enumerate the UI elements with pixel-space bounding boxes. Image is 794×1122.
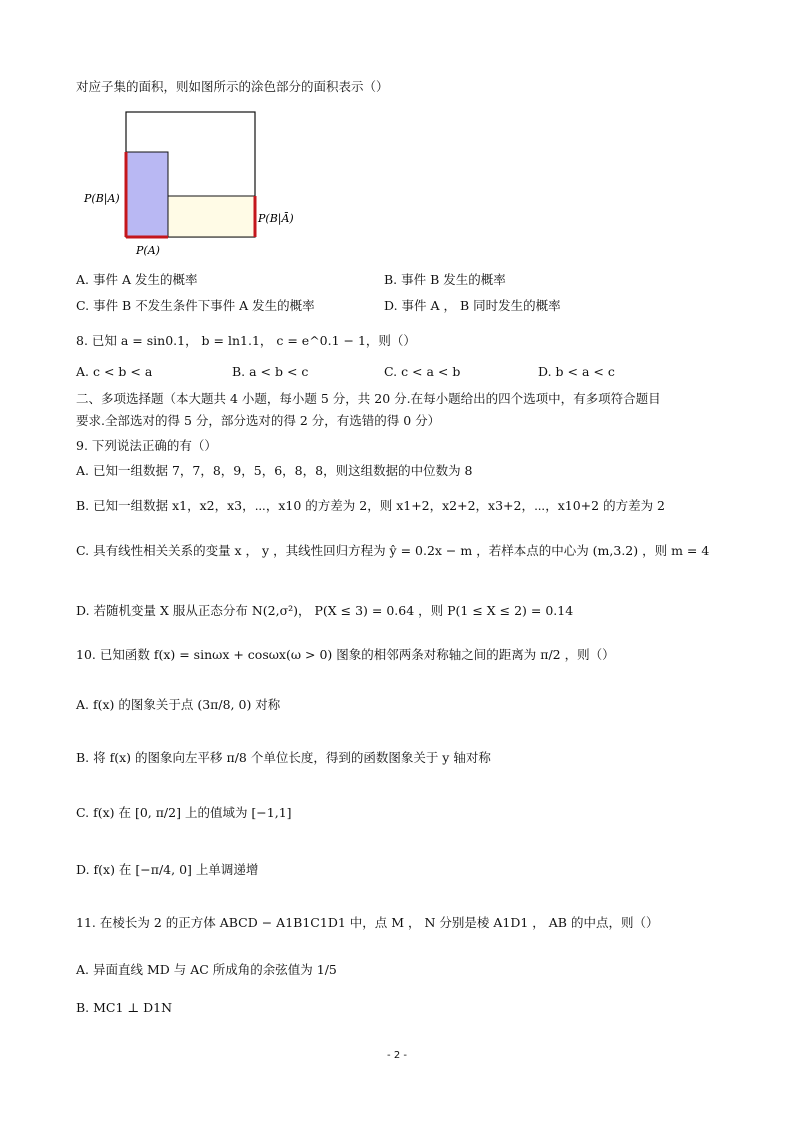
page-number: - 2 - <box>387 1050 407 1061</box>
q9-option-d: D. 若随机变量 X 服从正态分布 N(2,σ²)， P(X ≤ 3) = 0.64 ，则 P(1 ≤ X ≤ 2) = 0.14 <box>76 603 574 618</box>
q11-option-a: A. 异面直线 MD 与 AC 所成角的余弦值为 1/5 <box>76 962 337 977</box>
section2-instructions-line2: 要求.全部选对的得 5 分，部分选对的得 2 分，有选错的得 0 分） <box>76 413 441 428</box>
probability-area-diagram <box>80 108 340 258</box>
q7-option-a: A. 事件 A 发生的概率 <box>76 272 198 287</box>
q9-option-a: A. 已知一组数据 7，7，8，9，5，6，8，8，则这组数据的中位数为 8 <box>76 463 473 478</box>
q7-stem-continuation: 对应子集的面积，则如图所示的涂色部分的面积表示（） <box>76 79 389 94</box>
q11-stem: 11. 在棱长为 2 的正方体 ABCD − A1B1C1D1 中，点 M ， N 分别是棱 A1D1 ， AB 的中点，则（） <box>76 915 659 930</box>
q8-option-b: B. a < b < c <box>232 364 309 379</box>
q10-option-c: C. f(x) 在 [0, π/2] 上的值域为 [−1,1] <box>76 805 292 820</box>
q9-option-c: C. 具有线性相关关系的变量 x ， y ，其线性回归方程为 ŷ = 0.2x − m ，若样本点的中心为 (m,3.2) ，则 m = 4 <box>76 543 710 558</box>
q8-option-d: D. b < a < c <box>538 364 615 379</box>
section2-instructions-line1: 二、多项选择题（本大题共 4 小题，每小题 5 分，共 20 分.在每小题给出的四个选项中，有多项符合题目 <box>76 391 661 406</box>
q11-option-b: B. MC1 ⊥ D1N <box>76 1000 173 1015</box>
q7-option-c: C. 事件 B 不发生条件下事件 A 发生的概率 <box>76 298 315 313</box>
q8-option-c: C. c < a < b <box>384 364 461 379</box>
q9-stem: 9. 下列说法正确的有（） <box>76 438 217 453</box>
diagram-label-left: P(B|A) <box>84 192 120 205</box>
diagram-label-right: P(B|Ā) <box>258 212 294 225</box>
diagram-yellow-region <box>168 196 255 237</box>
diagram-blue-region <box>126 152 168 237</box>
q7-option-d: D. 事件 A ， B 同时发生的概率 <box>384 298 561 313</box>
diagram-label-bottom: P(A) <box>136 244 160 257</box>
q10-option-d: D. f(x) 在 [−π/4, 0] 上单调递增 <box>76 862 259 877</box>
q7-option-b: B. 事件 B 发生的概率 <box>384 272 506 287</box>
q10-option-b: B. 将 f(x) 的图象向左平移 π/8 个单位长度，得到的函数图象关于 y 轴对称 <box>76 750 491 765</box>
q8-stem: 8. 已知 a = sin0.1， b = ln1.1， c = e^0.1 − 1，则（） <box>76 333 416 348</box>
q8-option-a: A. c < b < a <box>76 364 153 379</box>
q10-option-a: A. f(x) 的图象关于点 (3π/8, 0) 对称 <box>76 697 281 712</box>
q9-option-b: B. 已知一组数据 x1，x2，x3，⋯，x10 的方差为 2，则 x1+2，x2+2，x3+2，⋯，x10+2 的方差为 2 <box>76 498 666 513</box>
q10-stem: 10. 已知函数 f(x) = sinωx + cosωx(ω > 0) 图象的相邻两条对称轴之间的距离为 π/2 ，则（） <box>76 647 615 662</box>
